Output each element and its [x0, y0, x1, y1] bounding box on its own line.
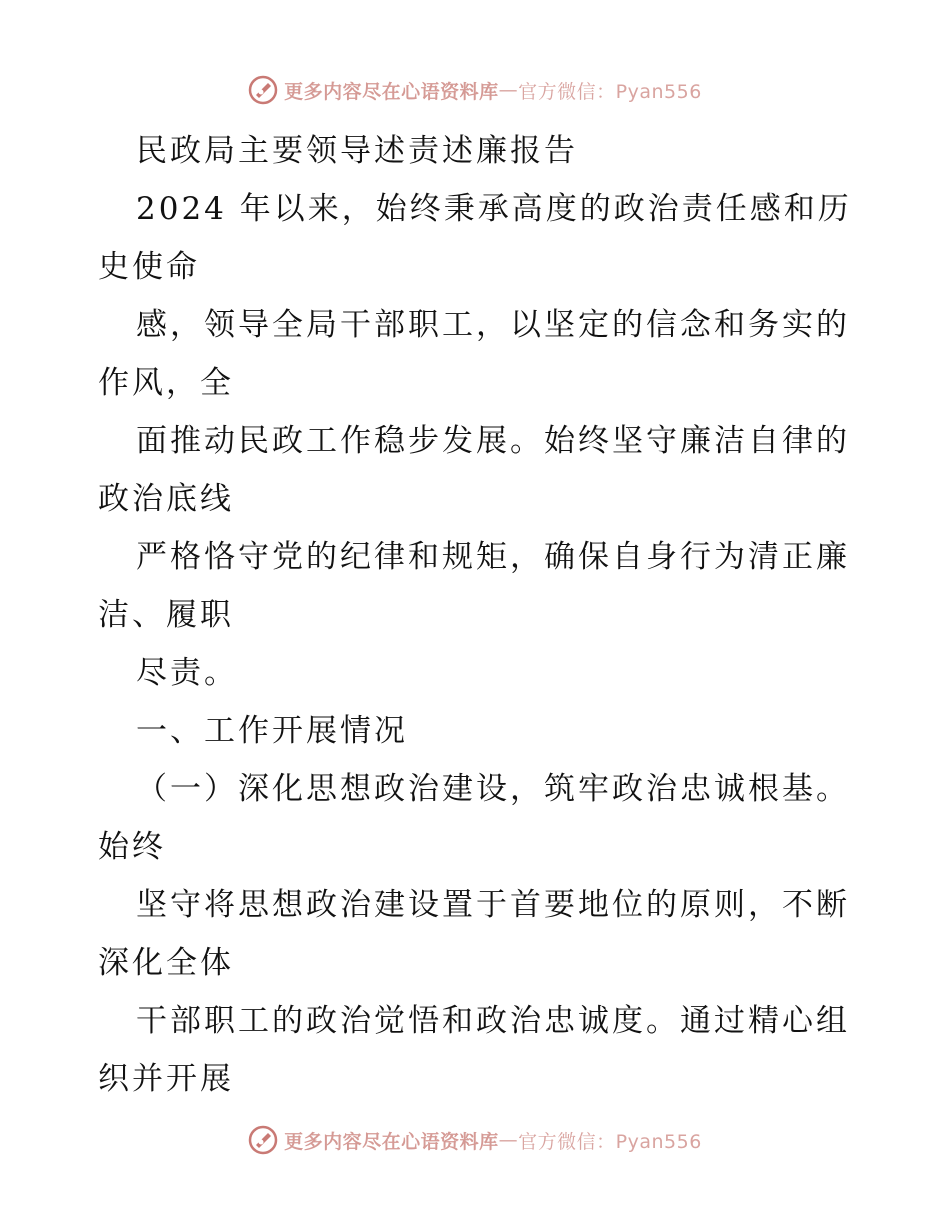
- banner-main-text: 更多内容尽在心语资料库: [284, 80, 499, 103]
- text-line: 一、工作开展情况: [136, 713, 408, 749]
- text-line: 坚守将思想政治建设置于首要地位的原则，不断: [136, 887, 850, 923]
- header-watermark: [0, 70, 950, 110]
- banner-separator: —: [498, 1129, 519, 1151]
- text-line: 干部职工的政治觉悟和政治忠诚度。通过精心组: [136, 1003, 850, 1039]
- text-line: 面推动民政工作稳步发展。始终坚守廉洁自律的: [136, 423, 850, 459]
- text-line: 史使命: [98, 249, 200, 285]
- text-line: 感，领导全局干部职工，以坚定的信念和务实的: [136, 307, 850, 343]
- document-body: [98, 122, 858, 1108]
- footer-watermark: [0, 1120, 950, 1160]
- text-line: 2024 年以来，始终秉承高度的政治责任感和历: [136, 191, 852, 227]
- text-line: 民政局主要领导述责述廉报告: [136, 133, 578, 169]
- text-line: 政治底线: [98, 481, 234, 517]
- text-line: 始终: [98, 829, 166, 865]
- text-line: 洁、履职: [98, 597, 234, 633]
- text-line: 严格恪守党的纪律和规矩，确保自身行为清正廉: [136, 539, 850, 575]
- banner-main-text: 更多内容尽在心语资料库: [284, 1130, 499, 1153]
- banner-separator: —: [498, 79, 519, 101]
- text-line: 作风，全: [98, 365, 234, 401]
- logo-icon: [248, 1125, 278, 1155]
- text-line: 深化全体: [98, 945, 234, 981]
- text-line: 织并开展: [98, 1061, 234, 1097]
- text-line: 尽责。: [136, 655, 238, 691]
- text-line: （一）深化思想政治建设，筑牢政治忠诚根基。: [136, 771, 850, 807]
- banner-wechat-text: 官方微信：Pyan556: [518, 1130, 702, 1153]
- logo-icon: [248, 75, 278, 105]
- banner-wechat-text: 官方微信：Pyan556: [518, 80, 702, 103]
